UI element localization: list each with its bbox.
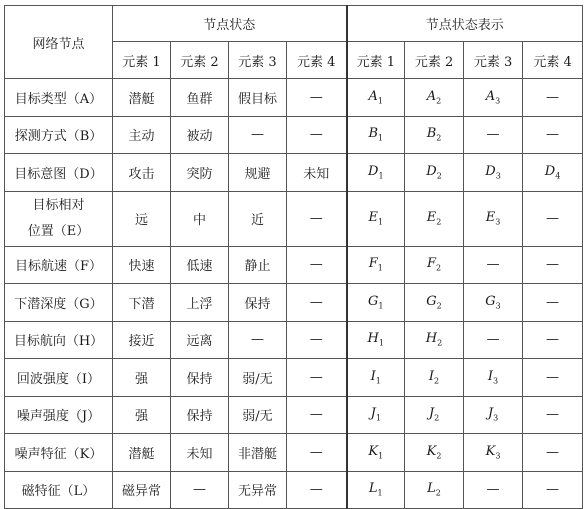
state-cell: 快速 <box>113 246 171 284</box>
node-cell <box>5 191 113 246</box>
header-element: 元素 3 <box>464 42 523 79</box>
symbol-cell: $D_1$ <box>347 154 405 192</box>
symbol-cell: $H_2$ <box>405 321 464 359</box>
state-cell: — <box>287 284 347 322</box>
state-cell: 未知 <box>287 154 347 192</box>
symbol-cell: $B_1$ <box>347 116 405 154</box>
state-cell: 主动 <box>113 116 171 154</box>
header-row-1 <box>5 6 583 42</box>
symbol-cell: $F_1$ <box>347 246 405 284</box>
state-cell: 强 <box>113 396 171 434</box>
node-cell: 目标航速（F） <box>5 246 113 284</box>
header-element: 元素 4 <box>523 42 583 79</box>
node-state-table <box>4 5 583 509</box>
symbol-cell: $J_3$ <box>464 396 523 434</box>
state-cell: 弱/无 <box>229 359 287 397</box>
node-cell: 目标意图（D） <box>5 154 113 192</box>
state-cell: 被动 <box>171 116 229 154</box>
header-element: 元素 3 <box>229 42 287 79</box>
header-element: 元素 1 <box>113 42 171 79</box>
table-row <box>5 116 583 154</box>
symbol-cell: — <box>523 434 583 472</box>
header-element: 元素 1 <box>347 42 405 79</box>
symbol-cell: $D_4$ <box>523 154 583 192</box>
state-cell: 静止 <box>229 246 287 284</box>
state-cell: — <box>287 321 347 359</box>
symbol-cell: $L_2$ <box>405 471 464 509</box>
state-cell: 低速 <box>171 246 229 284</box>
table-row <box>5 191 583 246</box>
state-cell: — <box>287 434 347 472</box>
symbol-cell: $K_2$ <box>405 434 464 472</box>
state-cell: 接近 <box>113 321 171 359</box>
state-cell: — <box>287 359 347 397</box>
state-cell: 潜艇 <box>113 434 171 472</box>
table-row <box>5 321 583 359</box>
header-element: 元素 2 <box>171 42 229 79</box>
state-cell: 中 <box>171 191 229 246</box>
symbol-cell: — <box>464 321 523 359</box>
symbol-cell: — <box>464 246 523 284</box>
symbol-cell: — <box>464 116 523 154</box>
table-row <box>5 396 583 434</box>
symbol-cell: $I_2$ <box>405 359 464 397</box>
state-cell: — <box>229 116 287 154</box>
header-state: 节点状态 <box>113 6 347 42</box>
header-node: 网络节点 <box>5 6 113 79</box>
symbol-cell: $J_1$ <box>347 396 405 434</box>
state-cell: 非潜艇 <box>229 434 287 472</box>
symbol-cell: $E_1$ <box>347 191 405 246</box>
symbol-cell: $A_3$ <box>464 79 523 117</box>
state-cell: — <box>171 471 229 509</box>
symbol-cell: — <box>523 116 583 154</box>
state-cell: — <box>229 321 287 359</box>
node-cell: 噪声特征（K） <box>5 434 113 472</box>
symbol-cell: $E_2$ <box>405 191 464 246</box>
symbol-cell: $K_1$ <box>347 434 405 472</box>
symbol-cell: $A_1$ <box>347 79 405 117</box>
table-row <box>5 434 583 472</box>
node-cell: 磁特征（L） <box>5 471 113 509</box>
state-cell: — <box>287 471 347 509</box>
state-cell: 未知 <box>171 434 229 472</box>
table-row <box>5 284 583 322</box>
symbol-cell: — <box>523 471 583 509</box>
symbol-cell: $B_2$ <box>405 116 464 154</box>
state-cell: 攻击 <box>113 154 171 192</box>
state-cell: 远离 <box>171 321 229 359</box>
symbol-cell: $H_1$ <box>347 321 405 359</box>
table-row <box>5 471 583 509</box>
state-cell: — <box>287 116 347 154</box>
symbol-cell: $D_3$ <box>464 154 523 192</box>
node-label-line: 目标相对 <box>32 197 85 213</box>
symbol-cell: — <box>523 396 583 434</box>
header-element: 元素 4 <box>287 42 347 79</box>
symbol-cell: $G_2$ <box>405 284 464 322</box>
node-cell: 下潜深度（G） <box>5 284 113 322</box>
node-cell: 噪声强度（J） <box>5 396 113 434</box>
state-cell: — <box>287 246 347 284</box>
state-cell: 潜艇 <box>113 79 171 117</box>
symbol-cell: — <box>523 191 583 246</box>
state-cell: 弱/无 <box>229 396 287 434</box>
symbol-cell: $K_3$ <box>464 434 523 472</box>
state-cell: 保持 <box>171 396 229 434</box>
state-cell: 远 <box>113 191 171 246</box>
table-row <box>5 359 583 397</box>
symbol-cell: — <box>523 79 583 117</box>
state-cell: 磁异常 <box>113 471 171 509</box>
state-cell: — <box>287 396 347 434</box>
node-cell: 目标类型（A） <box>5 79 113 117</box>
table-row <box>5 154 583 192</box>
symbol-cell: $G_3$ <box>464 284 523 322</box>
state-cell: 保持 <box>229 284 287 322</box>
state-cell: 近 <box>229 191 287 246</box>
node-cell: 目标航向（H） <box>5 321 113 359</box>
symbol-cell: — <box>523 359 583 397</box>
symbol-cell: $D_2$ <box>405 154 464 192</box>
symbol-cell: $F_2$ <box>405 246 464 284</box>
symbol-cell: $J_2$ <box>405 396 464 434</box>
state-cell: 下潜 <box>113 284 171 322</box>
state-cell: 规避 <box>229 154 287 192</box>
symbol-cell: — <box>523 284 583 322</box>
symbol-cell: $I_3$ <box>464 359 523 397</box>
symbol-cell: $A_2$ <box>405 79 464 117</box>
node-cell: 回波强度（I） <box>5 359 113 397</box>
state-cell: 突防 <box>171 154 229 192</box>
symbol-cell: $G_1$ <box>347 284 405 322</box>
symbol-cell: $E_3$ <box>464 191 523 246</box>
state-cell: 鱼群 <box>171 79 229 117</box>
table-row <box>5 79 583 117</box>
symbol-cell: $I_1$ <box>347 359 405 397</box>
node-label-line: 位置（E） <box>27 223 90 239</box>
symbol-cell: — <box>523 246 583 284</box>
state-cell: 保持 <box>171 359 229 397</box>
table-row <box>5 246 583 284</box>
node-cell: 探测方式（B） <box>5 116 113 154</box>
symbol-cell: — <box>464 471 523 509</box>
state-cell: 上浮 <box>171 284 229 322</box>
header-repr: 节点状态表示 <box>347 6 583 42</box>
state-cell: 强 <box>113 359 171 397</box>
state-cell: — <box>287 79 347 117</box>
state-cell: — <box>287 191 347 246</box>
header-element: 元素 2 <box>405 42 464 79</box>
state-cell: 无异常 <box>229 471 287 509</box>
symbol-cell: $L_1$ <box>347 471 405 509</box>
symbol-cell: — <box>523 321 583 359</box>
state-cell: 假目标 <box>229 79 287 117</box>
